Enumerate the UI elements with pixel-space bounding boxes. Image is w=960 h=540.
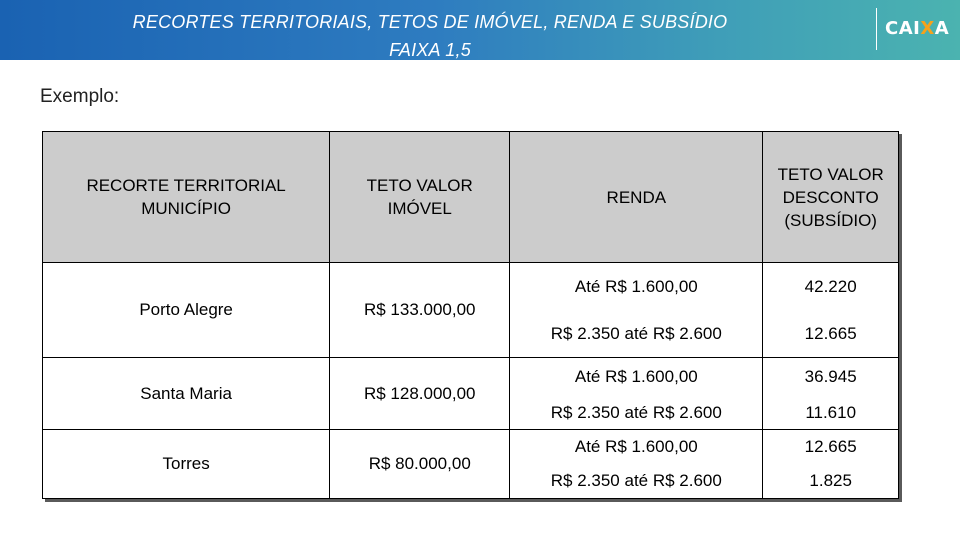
example-label: Exemplo: <box>40 86 120 107</box>
table-row <box>43 263 899 312</box>
header-text: IMÓVEL <box>387 199 452 218</box>
title-line-2: FAIXA 1,5 <box>389 40 471 60</box>
cell-subsidio: 11.610 <box>763 396 899 430</box>
header-text: RECORTE TERRITORIAL <box>86 176 286 195</box>
cell-subsidio: 1.825 <box>763 465 899 499</box>
subsidy-table <box>42 131 899 499</box>
header-text: MUNICÍPIO <box>141 199 231 218</box>
cell-renda: Até R$ 1.600,00 <box>574 277 698 296</box>
cell-subsidio: 36.945 <box>763 358 899 397</box>
page-title <box>60 8 800 64</box>
cell-renda: R$ 2.350 até R$ 2.600 <box>510 465 763 499</box>
cell-subsidio: 42.220 <box>763 263 899 312</box>
logo-text-end: A <box>934 18 950 39</box>
cell-municipio: Porto Alegre <box>43 263 330 358</box>
cell-teto-imovel: R$ 128.000,00 <box>330 358 510 430</box>
cell-subsidio: 12.665 <box>763 311 899 358</box>
cell-teto-imovel: R$ 80.000,00 <box>330 430 510 499</box>
table-row <box>43 430 899 465</box>
table-row <box>43 358 899 397</box>
caixa-logo <box>885 18 949 39</box>
header-renda <box>510 132 763 263</box>
logo-divider <box>876 8 877 50</box>
header-teto-desconto <box>763 132 899 263</box>
header-recorte-territorial <box>43 132 330 263</box>
cell-renda: R$ 2.350 até R$ 2.600 <box>510 396 763 430</box>
header-text: RENDA <box>606 187 667 207</box>
logo-text-x: X <box>920 18 935 39</box>
title-line-1: RECORTES TERRITORIAIS, TETOS DE IMÓVEL, RENDA E SUBSÍDIO <box>132 12 728 32</box>
header-teto-imovel <box>330 132 510 263</box>
header-bar <box>0 0 960 60</box>
cell-municipio: Santa Maria <box>43 358 330 430</box>
header-text: TETO VALOR <box>777 164 884 184</box>
header-text: DESCONTO <box>782 187 879 207</box>
cell-subsidio: 12.665 <box>763 430 899 465</box>
header-text: (SUBSÍDIO) <box>784 210 877 230</box>
table-header-row <box>43 132 899 263</box>
cell-municipio: Torres <box>43 430 330 499</box>
cell-teto-imovel: R$ 133.000,00 <box>330 263 510 358</box>
cell-renda: Até R$ 1.600,00 <box>574 437 698 457</box>
header-text: TETO VALOR <box>366 176 473 195</box>
logo-text-main: CAI <box>885 18 921 39</box>
cell-renda: Até R$ 1.600,00 <box>574 367 698 386</box>
cell-renda: R$ 2.350 até R$ 2.600 <box>510 311 763 358</box>
